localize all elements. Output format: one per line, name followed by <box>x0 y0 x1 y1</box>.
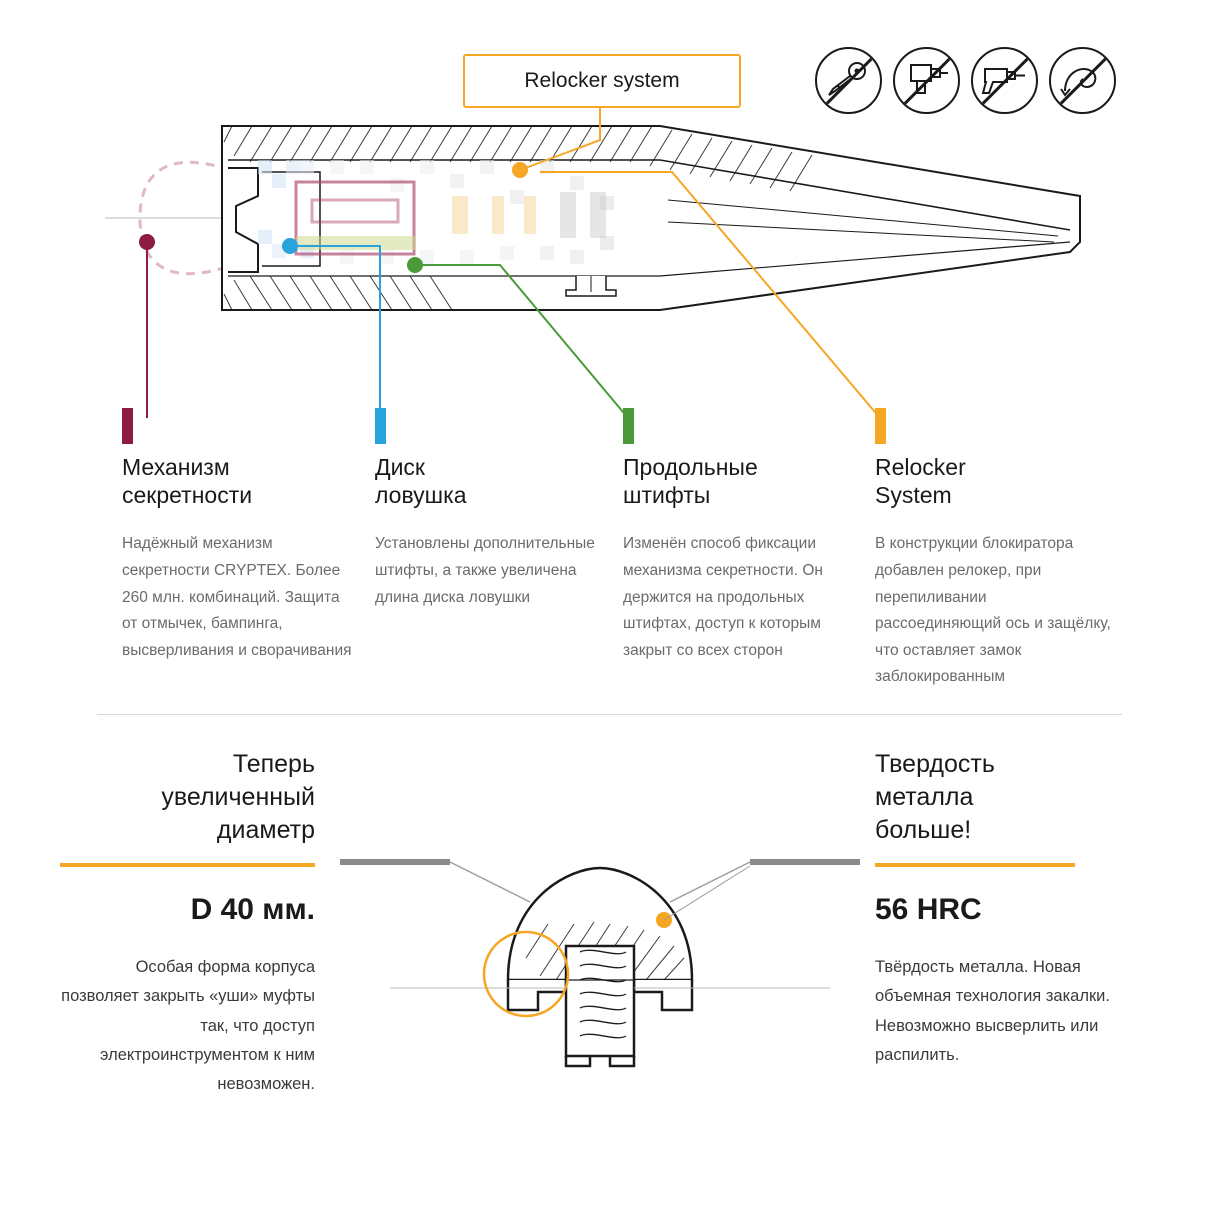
feature-trap-disc <box>375 408 605 611</box>
feature-description: Изменён способ фиксации механизма секретности. Он держится на продольных штифтах, доступ к которым закрыт со всех сторон <box>623 535 823 659</box>
feature-title-line1: Relocker <box>875 454 966 480</box>
feature-title-line2: System <box>875 481 952 508</box>
hardness-description: Твёрдость металла. Новая объемная технология закалки. Невозможно высверлить или распилить. <box>875 958 1110 1065</box>
diameter-description: Особая форма корпуса позволяет закрыть «уши» муфты так, что доступ электроинструментом к ним невозможен. <box>61 958 315 1094</box>
lock-cutaway-illustration <box>0 0 1217 420</box>
feature-secrecy <box>122 408 352 664</box>
feature-relocker-system <box>875 408 1115 691</box>
accent-rule <box>875 863 1075 867</box>
feature-description: В конструкции блокиратора добавлен релокер, при перепиливании рассоединяющий ось и защёлку, что оставляет замок заблокированным <box>875 535 1111 686</box>
hardness-heading-line1: Твердость <box>875 750 995 778</box>
feature-title <box>122 454 352 509</box>
diameter-stat: D 40 мм. <box>190 893 315 926</box>
feature-color-bar <box>375 408 386 444</box>
diameter-block <box>60 748 315 1100</box>
feature-title-line1: Диск <box>375 454 425 480</box>
hardness-heading-line3: больше! <box>875 816 972 844</box>
feature-title-line1: Механизм <box>122 454 230 480</box>
feature-color-bar <box>122 408 133 444</box>
feature-columns <box>0 408 1217 698</box>
feature-longitudinal-pins <box>623 408 858 664</box>
diameter-heading-line1: Теперь <box>232 750 315 778</box>
feature-description: Надёжный механизм секретности CRYPTEX. Более 260 млн. комбинаций. Защита от отмычек, бампинга, высверливания и сворачивания <box>122 535 352 659</box>
feature-title-line1: Продольные <box>623 454 758 480</box>
feature-title-line2: секретности <box>122 481 253 508</box>
hardness-heading <box>875 748 1125 847</box>
hardness-heading-line2: металла <box>875 783 974 811</box>
feature-color-bar <box>623 408 634 444</box>
feature-title <box>875 454 1115 509</box>
section-divider <box>97 714 1122 715</box>
hardness-stat: 56 HRC <box>875 893 982 926</box>
feature-title-line2: штифты <box>623 481 711 508</box>
feature-color-bar <box>875 408 886 444</box>
relocker-callout-label: Relocker system <box>524 69 680 92</box>
feature-title <box>623 454 858 509</box>
diameter-heading-line3: диаметр <box>216 816 315 844</box>
diameter-heading <box>60 748 315 847</box>
accent-rule <box>60 863 315 867</box>
feature-description: Установлены дополнительные штифты, а также увеличена длина диска ловушки <box>375 535 595 606</box>
hardness-block <box>875 748 1125 1070</box>
feature-title-line2: ловушка <box>375 481 467 508</box>
knob-cutaway-drawing <box>330 840 870 1070</box>
feature-title <box>375 454 605 509</box>
diameter-heading-line2: увеличенный <box>161 783 315 811</box>
